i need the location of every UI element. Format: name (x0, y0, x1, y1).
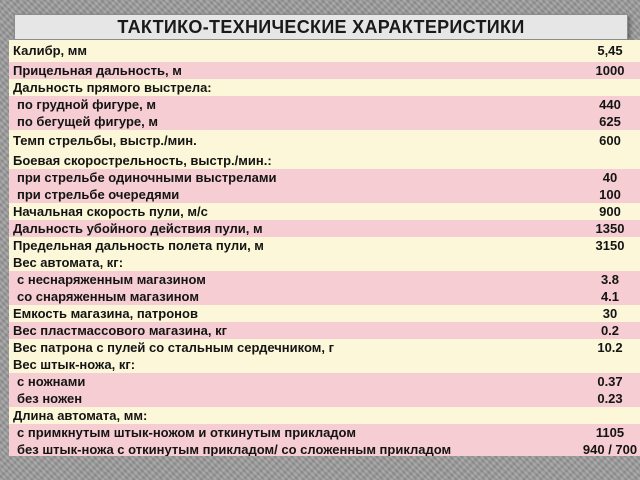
spec-row (9, 152, 640, 169)
spec-value: 4.1 (600, 289, 620, 304)
spec-row (9, 390, 640, 407)
spec-value: 0.23 (597, 391, 623, 406)
specs-table (9, 40, 640, 456)
spec-label: Калибр, мм (13, 43, 88, 58)
spec-label: с примкнутым штык-ножом и откинутым прикладом (17, 425, 356, 440)
spec-row (9, 203, 640, 220)
spec-value: 940 / 700 (582, 442, 638, 456)
spec-value: 1000 (595, 63, 625, 78)
spec-row (9, 169, 640, 186)
spec-label: Вес автомата, кг: (13, 255, 124, 270)
spec-row (9, 441, 640, 456)
page-title: ТАКТИКО-ТЕХНИЧЕСКИЕ ХАРАКТЕРИСТИКИ (117, 17, 525, 37)
spec-row (9, 62, 640, 79)
spec-value: 3150 (595, 238, 625, 253)
spec-label: Емкость магазина, патронов (13, 306, 198, 321)
spec-label: с ножнами (17, 374, 86, 389)
spec-label: по грудной фигуре, м (17, 97, 156, 112)
spec-label: при стрельбе одиночными выстрелами (17, 170, 277, 185)
spec-label: по бегущей фигуре, м (17, 114, 158, 129)
spec-row (9, 186, 640, 203)
spec-value: 1350 (595, 221, 625, 236)
spec-row (9, 305, 640, 322)
spec-row (9, 220, 640, 237)
spec-row (9, 339, 640, 356)
spec-label: Темп стрельбы, выстр./мин. (13, 133, 197, 148)
spec-label: Начальная скорость пули, м/с (13, 204, 208, 219)
spec-label: Прицельная дальность, м (13, 63, 182, 78)
spec-label: Вес штык-ножа, кг: (13, 357, 136, 372)
spec-row (9, 356, 640, 373)
spec-value: 0.37 (597, 374, 623, 389)
title-band (14, 14, 628, 40)
spec-label: без штык-ножа с откинутым прикладом/ со сложенным прикладом (17, 442, 452, 456)
spec-label: при стрельбе очередями (17, 187, 180, 202)
spec-value: 900 (599, 204, 621, 219)
spec-row (9, 130, 640, 152)
spec-value: 5,45 (597, 43, 623, 58)
spec-value: 625 (599, 114, 621, 129)
spec-row (9, 113, 640, 130)
spec-label: без ножен (17, 391, 83, 406)
spec-value: 0.2 (600, 323, 620, 338)
spec-row (9, 407, 640, 424)
spec-row (9, 271, 640, 288)
spec-value: 440 (599, 97, 621, 112)
spec-value: 40 (602, 170, 618, 185)
spec-value: 600 (599, 133, 621, 148)
spec-row (9, 424, 640, 441)
spec-value: 30 (602, 306, 618, 321)
spec-row (9, 322, 640, 339)
spec-label: Дальность прямого выстрела: (13, 80, 212, 95)
spec-label: Вес патрона с пулей со стальным сердечником, г (13, 340, 335, 355)
spec-row (9, 254, 640, 271)
spec-row (9, 96, 640, 113)
spec-value: 100 (599, 187, 621, 202)
spec-value: 10.2 (597, 340, 623, 355)
spec-label: с неснаряженным магазином (17, 272, 206, 287)
spec-label: Длина автомата, мм: (13, 408, 148, 423)
spec-row (9, 40, 640, 62)
spec-label: Дальность убойного действия пули, м (13, 221, 263, 236)
spec-value: 1105 (595, 425, 625, 440)
spec-value: 3.8 (600, 272, 620, 287)
spec-label: Предельная дальность полета пули, м (13, 238, 264, 253)
spec-row (9, 288, 640, 305)
spec-label: Вес пластмассового магазина, кг (13, 323, 228, 338)
spec-row (9, 373, 640, 390)
spec-row (9, 79, 640, 96)
spec-row (9, 237, 640, 254)
spec-label: Боевая скорострельность, выстр./мин.: (13, 153, 272, 168)
spec-label: со снаряженным магазином (17, 289, 199, 304)
